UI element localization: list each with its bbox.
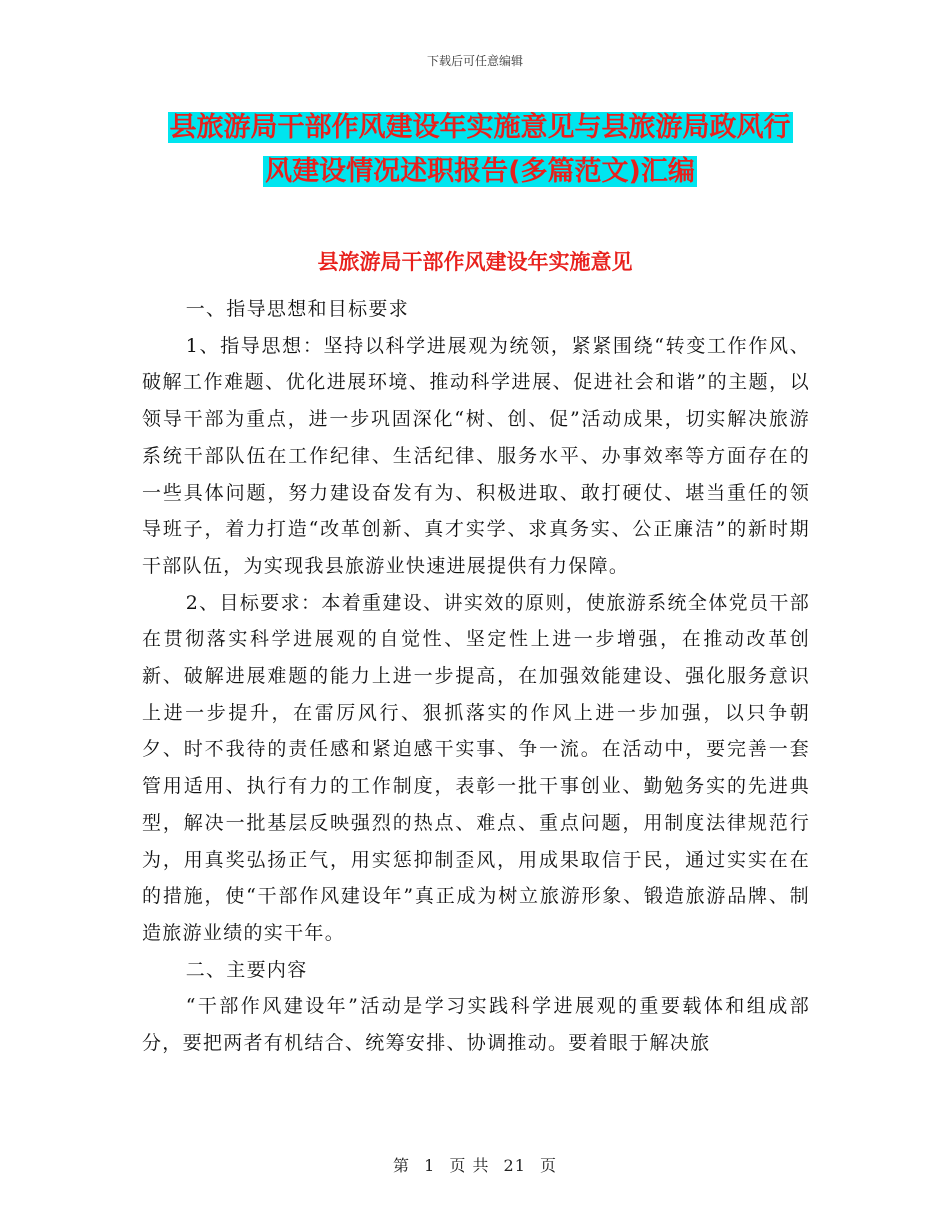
paragraph-guiding-thought: 1、指导思想：坚持以科学进展观为统领，紧紧围绕“转变工作作风、破解工作难题、优化进展环境、推动科学进展、促进社会和谐”的主题，以领导干部为重点，进一步巩固深化“树、创、促”活动成果，切实解决旅游系统干部队伍在工作纪律、生活纪律、服务水平、办事效率等方面存在的一些具体问题，努力建设奋发有为、积极进取、敢打硬仗、堪当重任的领导班子，着力打造“改革创新、真才实学、求真务实、公正廉洁”的新时期干部队伍，为实现我县旅游业快速进展提供有力保障。 [142, 334, 810, 577]
document-title [140, 106, 820, 194]
paragraph-target-requirements: 2、目标要求：本着重建设、讲实效的原则，使旅游系统全体党员干部在贯彻落实科学进展观的自觉性、坚定性上进一步增强，在推动改革创新、破解进展难题的能力上进一步提高，在加强效能建设、强化服务意识上进一步提升，在雷厉风行、狠抓落实的作风上进一步加强，以只争朝夕、时不我待的责任感和紧迫感干实事、争一流。在活动中，要完善一套管用适用、执行有力的工作制度，表彰一批干事创业、勤勉务实的先进典型，解决一批基层反映强烈的热点、难点、重点问题，用制度法律规范行为，用真奖弘扬正气，用实惩抑制歪风，用成果取信于民，通过实实在在的措施，使“干部作风建设年”真正成为树立旅游形象、锻造旅游品牌、制造旅游业绩的实干年。 [142, 591, 810, 944]
page-label-suffix: 页 [540, 1156, 558, 1175]
document-body [142, 291, 810, 1062]
page-footer [0, 1153, 950, 1176]
page-label-mid: 页 共 [449, 1156, 490, 1175]
paragraph-main-content: “干部作风建设年”活动是学习实践科学进展观的重要载体和组成部分，要把两者有机结合、统筹安排、协调推动。要着眼于解决旅 [142, 995, 810, 1055]
page-header-note: 下载后可任意编辑 [426, 54, 523, 68]
page-label-prefix: 第 [392, 1156, 410, 1175]
document-title-line-1: 县旅游局干部作风建设年实施意见与县旅游局政风行 [169, 112, 791, 143]
page-number: 1 [424, 1156, 436, 1175]
heading-guiding-thought: 一、指导思想和目标要求 [185, 298, 409, 320]
section-title: 县旅游局干部作风建设年实施意见 [317, 250, 633, 274]
heading-main-content: 二、主要内容 [185, 958, 308, 981]
total-pages: 21 [503, 1156, 526, 1175]
document-title-line-2: 风建设情况述职报告(多篇范文)汇编 [265, 156, 695, 187]
